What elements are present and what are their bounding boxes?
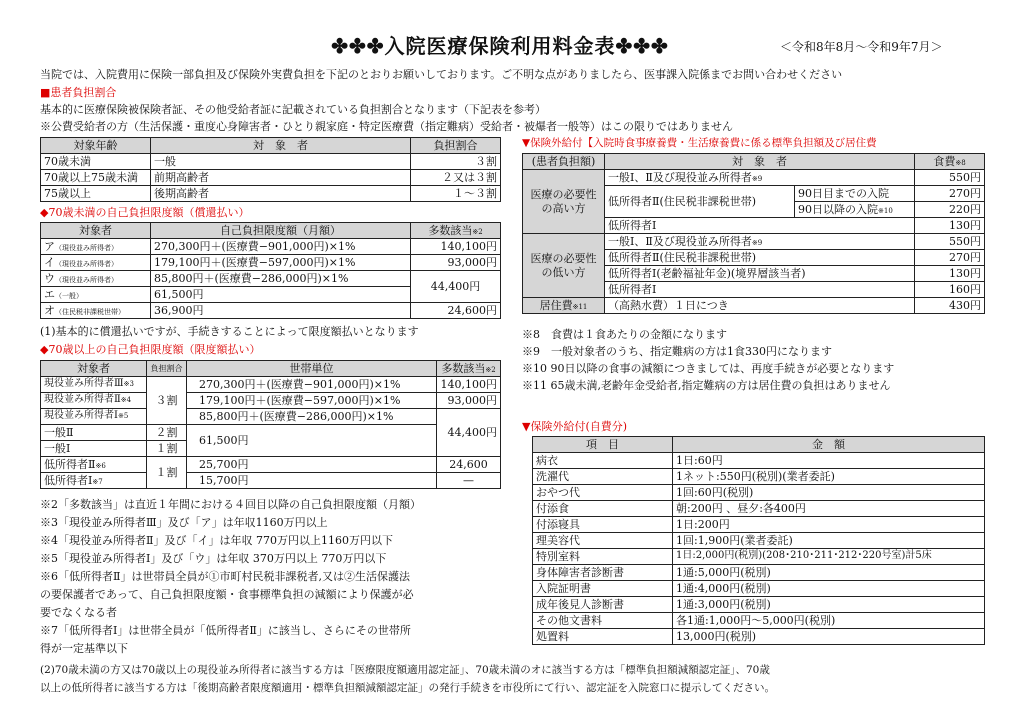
table-header-row (533, 437, 985, 453)
table-row (41, 170, 501, 186)
target-cell (605, 170, 915, 186)
meal-note: ※8 食費は１食あたりの金額になります (522, 328, 727, 341)
header-cell: 対象年齢 (41, 138, 151, 154)
meal-table (522, 153, 985, 314)
target-cell (41, 239, 151, 255)
formula-cell: 179,100円＋(医療費−597,000円)×1% (151, 255, 411, 271)
fee-cell: 130円 (915, 218, 985, 234)
item-cell: 洗濯代 (533, 469, 673, 485)
item-cell: 入院証明書 (533, 581, 673, 597)
target-label: 一般Ⅰ、Ⅱ及び現役並み所得者 (608, 234, 752, 248)
table-row (41, 457, 501, 473)
formula-cell: 15,700円 (187, 473, 437, 489)
price-cell: 1通:4,000円(税別) (673, 581, 985, 597)
note-mark: ※9 (751, 174, 763, 183)
meal-note: ※11 65歳未満,老齢年金受給者,指定難病の方は居住費の負担はありません (522, 379, 891, 392)
header-cell (437, 361, 501, 377)
target-cell (41, 409, 147, 425)
formula-cell: 25,700円 (187, 457, 437, 473)
many-cell: — (437, 473, 501, 489)
fee-cell: 430円 (915, 298, 985, 314)
target-cell: 一般 (151, 154, 411, 170)
target-label: 現役並み所得者Ⅰ (44, 410, 118, 422)
formula-cell: 61,500円 (187, 425, 437, 457)
target-cell (41, 287, 151, 303)
many-cell: 24,600 (437, 457, 501, 473)
over70-note: 得が一定基準以下 (40, 642, 128, 655)
over70-note: ※2「多数該当」は直近１年間における４回目以降の自己負担限度額（月額） (40, 498, 421, 511)
group-cell: 医療の必要性の高い方 (523, 170, 605, 234)
selfpay-heading: ▼保険外給付(自費分) (522, 420, 628, 433)
sub-label: 90日以降の入院 (798, 202, 878, 216)
meal-note: ※10 90日以降の食事の減額につきましては、再度手続きが必要となります (522, 362, 895, 375)
price-cell: 1ネット:550円(税別)(業者委託) (673, 469, 985, 485)
table-row (41, 271, 501, 287)
rate-cell: ３割 (147, 377, 187, 425)
target-label: 低所得者Ⅰ (44, 473, 93, 487)
target-cell: 低所得者Ⅰ (605, 282, 915, 298)
table-row (41, 239, 501, 255)
table-row (41, 393, 501, 409)
burden-heading: ■患者負担割合 (40, 86, 117, 99)
price-cell: 1日:60円 (673, 453, 985, 469)
over70-table (40, 360, 501, 489)
table-row (533, 629, 985, 645)
rate-cell: １～３割 (411, 186, 501, 202)
housing-label: 居住費 (539, 298, 573, 312)
table-row (41, 255, 501, 271)
page-title: ✤✤✤入院医療保険利用料金表✤✤✤ (331, 34, 669, 58)
age-cell: 75歳以上 (41, 186, 151, 202)
fee-cell: 130円 (915, 266, 985, 282)
item-cell: 身体障害者診断書 (533, 565, 673, 581)
target-label: イ (44, 255, 55, 269)
header-cell: 負担割合 (147, 361, 187, 377)
price-cell: 1回:1,900円(業者委託) (673, 533, 985, 549)
item-cell: おやつ代 (533, 485, 673, 501)
many-cell: 140,100円 (411, 239, 501, 255)
table-row (523, 170, 985, 186)
table-row (523, 234, 985, 250)
price-cell: 1日:200円 (673, 517, 985, 533)
header-cell: 対象者 (41, 361, 147, 377)
target-cell (41, 457, 147, 473)
footer-line2: 以上の低所得者に該当する方は「後期高齢者限度額適用・標準負担額減額認定証」の発行手続きを市役所にて行い、認定証を入院窓口に提示してください。 (40, 682, 775, 694)
note-mark: ※8 (955, 158, 966, 167)
footer-line1: (2)70歳未満の方又は70歳以上の現役並み所得者に該当する方は「医療限度額適用認定証」、70歳未満のオに該当する方は「標準負担額減額認定証」、70歳 (40, 664, 770, 676)
target-cell: 低所得者Ⅰ(老齢福祉年金)(境界層該当者) (605, 266, 915, 282)
item-cell: 病衣 (533, 453, 673, 469)
target-sub: （現役並み所得者） (55, 275, 118, 284)
target-label: エ (44, 287, 55, 301)
formula-cell: 179,100円＋(医療費−597,000円)×1% (187, 393, 437, 409)
target-label: 現役並み所得者Ⅱ (44, 394, 121, 406)
target-cell: （高熱水費）１日につき (605, 298, 915, 314)
intro-text: 当院では、入院費用に保険一部負担及び保険外実費負担を下記のとおりお願いしております。ご不明な点がありましたら、医事課入院係までお問い合わせください (40, 68, 843, 81)
fee-cell: 220円 (915, 202, 985, 218)
table-row (533, 469, 985, 485)
table-row (533, 597, 985, 613)
note-mark: ※2 (472, 227, 483, 236)
target-sub: （住民税非課税世帯） (55, 307, 125, 316)
table-row (523, 298, 985, 314)
header-cell: 対 象 者 (605, 154, 915, 170)
header-cell: (患者負担額) (523, 154, 605, 170)
note-mark: ※4 (120, 396, 132, 405)
meal-heading: ▼保険外給付【入院時食事療養費・生活療養費に係る標準負担額及び居住費 (522, 137, 877, 149)
formula-cell: 270,300円＋(医療費−901,000円)×1% (187, 377, 437, 393)
target-cell: 一般Ⅰ (41, 441, 147, 457)
burden-line2: ※公費受給者の方（生活保護・重度心身障害者・ひとり親家庭・特定医療費（指定難病）受給者・被爆者一般等）はこの限りではありません (40, 120, 733, 133)
target-sub: （現役並み所得者） (55, 243, 118, 252)
formula-cell: 85,800円＋(医療費−286,000円)×1% (151, 271, 411, 287)
note-mark: ※9 (751, 238, 763, 247)
target-cell: 一般Ⅱ (41, 425, 147, 441)
target-label: 一般Ⅰ、Ⅱ及び現役並み所得者 (608, 170, 752, 184)
note-mark: ※3 (123, 380, 134, 389)
group-cell: 医療の必要性の低い方 (523, 234, 605, 298)
over70-note: ※5「現役並み所得者Ⅰ」及び「ウ」は年収 370万円以上 770万円以下 (40, 552, 387, 565)
note-mark: ※11 (572, 302, 588, 311)
selfpay-table (532, 436, 985, 645)
rate-cell: ２又は３割 (411, 170, 501, 186)
target-label: 現役並み所得者Ⅲ (44, 378, 124, 390)
fee-cell: 270円 (915, 250, 985, 266)
header-cell: 自己負担限度額（月額） (151, 223, 411, 239)
table-row (41, 303, 501, 319)
target-cell (41, 393, 147, 409)
header-cell: 対 象 者 (151, 138, 411, 154)
header-cell (915, 154, 985, 170)
table-row (533, 581, 985, 597)
table-row (41, 425, 501, 441)
target-cell (41, 377, 147, 393)
table-header-row (41, 223, 501, 239)
target-cell: 低所得者Ⅰ (605, 218, 915, 234)
over70-note: の要保護者であって、自己負担限度額・食事標準負担の減額により保護が必 (40, 588, 414, 601)
table-row (41, 473, 501, 489)
over70-note: ※3「現役並み所得者Ⅲ」及び「ア」は年収1160万円以上 (40, 516, 328, 529)
formula-cell: 85,800円＋(医療費−286,000円)×1% (187, 409, 437, 425)
rate-cell: １割 (147, 457, 187, 489)
over70-heading: ◆70歳以上の自己負担限度額（限度額払い） (40, 343, 261, 356)
rate-cell: １割 (147, 441, 187, 457)
price-cell: 1日:2,000円(税別)(208･210･211･212･220号室)計5床 (673, 549, 985, 565)
fee-cell: 550円 (915, 170, 985, 186)
price-cell: 朝:200円 、昼夕:各400円 (673, 501, 985, 517)
table-row (41, 186, 501, 202)
price-cell: 13,000円(税別) (673, 629, 985, 645)
formula-cell: 270,300円＋(医療費−901,000円)×1% (151, 239, 411, 255)
table-row (533, 453, 985, 469)
header-text: 食費 (933, 154, 956, 168)
table-header-row (41, 361, 501, 377)
item-cell: 付添寝具 (533, 517, 673, 533)
over70-note: 要でなくなる者 (40, 606, 117, 619)
price-cell: 1回:60円(税別) (673, 485, 985, 501)
formula-cell: 61,500円 (151, 287, 411, 303)
under70-heading: ◆70歳未満の自己負担限度額（償還払い） (40, 206, 250, 219)
period-label: ＜令和8年8月～令和9年7月＞ (780, 40, 943, 54)
table-row (533, 485, 985, 501)
target-sub: （一般） (55, 291, 83, 300)
target-cell (41, 255, 151, 271)
burden-line1: 基本的に医療保険被保険者証、その他受給者証に記載されている負担割合となります（下記表を参考） (40, 103, 546, 116)
table-row (41, 377, 501, 393)
target-cell: 低所得者Ⅱ(住民税非課税世帯) (605, 186, 795, 218)
header-cell: 負担割合 (411, 138, 501, 154)
many-cell: 93,000円 (411, 255, 501, 271)
item-cell: 特別室料 (533, 549, 673, 565)
many-cell: 93,000円 (437, 393, 501, 409)
housing-cell (523, 298, 605, 314)
many-cell: 44,400円 (411, 271, 501, 303)
note-mark: ※6 (95, 461, 106, 470)
target-label: 低所得者Ⅱ (44, 457, 96, 471)
table-row (533, 613, 985, 629)
header-cell: 世帯単位 (187, 361, 437, 377)
header-cell: 対象者 (41, 223, 151, 239)
sub-cell: 90日目までの入院 (795, 186, 915, 202)
age-cell: 70歳未満 (41, 154, 151, 170)
note-mark: ※5 (117, 412, 129, 421)
over70-note: ※7「低所得者Ⅰ」は世帯全員が「低所得者Ⅱ」に該当し、さらにその世帯所 (40, 624, 411, 637)
target-label: オ (44, 303, 55, 317)
item-cell: その他文書料 (533, 613, 673, 629)
header-text: 多数該当 (428, 223, 473, 237)
table-row (41, 409, 501, 425)
target-cell (41, 303, 151, 319)
over70-note: ※6「低所得者Ⅱ」は世帯員全員が①市町村民税非課税者,又は②生活保護法 (40, 570, 410, 583)
under70-table (40, 222, 501, 319)
rate-cell: ３割 (411, 154, 501, 170)
target-cell: 低所得者Ⅱ(住民税非課税世帯) (605, 250, 915, 266)
table-header-row (523, 154, 985, 170)
under70-note: (1)基本的に償還払いですが、手続きすることによって限度額払いとなります (40, 325, 419, 338)
many-cell: 44,400円 (437, 409, 501, 457)
header-cell (411, 223, 501, 239)
many-cell: 24,600円 (411, 303, 501, 319)
header-cell: 項 目 (533, 437, 673, 453)
header-text: 多数該当 (441, 361, 486, 375)
fee-cell: 160円 (915, 282, 985, 298)
sub-cell (795, 202, 915, 218)
target-cell (605, 234, 915, 250)
age-cell: 70歳以上75歳未満 (41, 170, 151, 186)
item-cell: 処置料 (533, 629, 673, 645)
note-mark: ※2 (485, 365, 496, 374)
target-cell (41, 473, 147, 489)
over70-note: ※4「現役並み所得者Ⅱ」及び「イ」は年収 770万円以上1160万円以下 (40, 534, 393, 547)
note-mark: ※10 (878, 206, 893, 215)
table-row (533, 517, 985, 533)
formula-cell: 36,900円 (151, 303, 411, 319)
target-cell: 後期高齢者 (151, 186, 411, 202)
item-cell: 理美容代 (533, 533, 673, 549)
table-row (41, 154, 501, 170)
meal-note: ※9 一般対象者のうち、指定難病の方は1食330円になります (522, 345, 832, 358)
price-cell: 1通:5,000円(税別) (673, 565, 985, 581)
burden-table (40, 137, 501, 202)
target-cell: 前期高齢者 (151, 170, 411, 186)
target-cell (41, 271, 151, 287)
target-label: ア (44, 239, 55, 253)
fee-cell: 550円 (915, 234, 985, 250)
target-sub: （現役並み所得者） (55, 259, 118, 268)
target-label: ウ (44, 271, 55, 285)
table-row (533, 549, 985, 565)
table-row (533, 565, 985, 581)
price-cell: 各1通:1,000円～5,000円(税別) (673, 613, 985, 629)
header-cell: 金 額 (673, 437, 985, 453)
rate-cell: ２割 (147, 425, 187, 441)
note-mark: ※7 (92, 477, 103, 486)
price-cell: 1通:3,000円(税別) (673, 597, 985, 613)
table-header-row (41, 138, 501, 154)
table-row (533, 533, 985, 549)
item-cell: 成年後見人診断書 (533, 597, 673, 613)
fee-cell: 270円 (915, 186, 985, 202)
many-cell: 140,100円 (437, 377, 501, 393)
item-cell: 付添食 (533, 501, 673, 517)
table-row (533, 501, 985, 517)
